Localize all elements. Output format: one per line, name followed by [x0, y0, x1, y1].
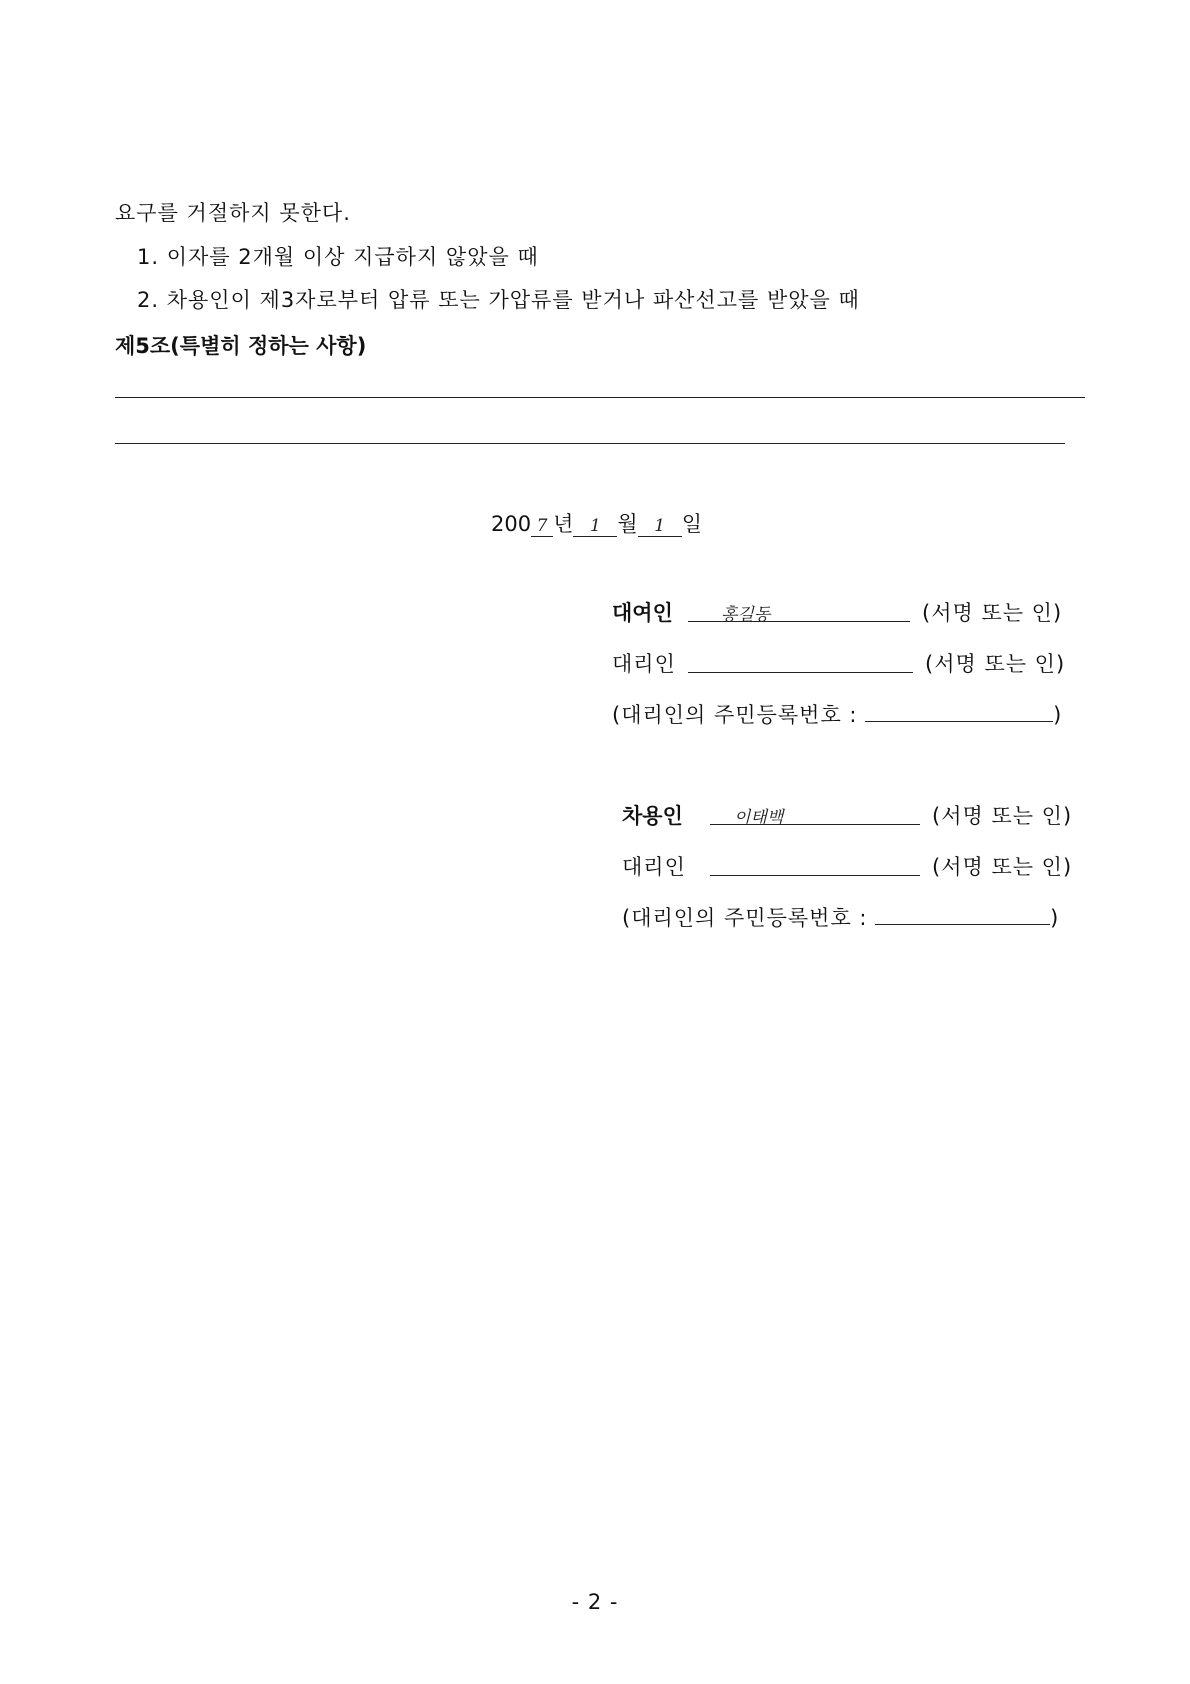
special-terms-line-2: [115, 443, 1065, 444]
date-year-label: 년: [553, 512, 574, 536]
lender-agent-id-suffix: ): [1053, 703, 1063, 727]
borrower-agent-id-line: [875, 902, 1050, 925]
special-terms-line-1: [115, 397, 1085, 398]
borrower-agent-id-suffix: ): [1050, 906, 1060, 930]
lender-agent-sign-suffix: (서명 또는 인): [925, 652, 1066, 676]
lender-agent-id: [612, 699, 1062, 729]
lender-agent-line: [688, 648, 913, 673]
date-month-label: 월: [617, 512, 638, 536]
page-number: - 2 -: [571, 1590, 619, 1614]
lender-signature: 홍길동: [721, 605, 771, 625]
lender-agent-label: 대리인: [612, 652, 676, 676]
borrower-agent-id-prefix: (대리인의 주민등록번호 :: [622, 906, 868, 930]
contract-date: [491, 508, 702, 538]
date-month-value: 1: [573, 516, 617, 537]
lender-label: 대여인: [612, 601, 673, 625]
date-day-label: 일: [681, 512, 702, 536]
borrower-agent-sign-suffix: (서명 또는 인): [932, 855, 1073, 879]
clause-item-1: 1. 이자를 2개월 이상 지급하지 않았을 때: [137, 245, 539, 269]
date-day-value: 1: [638, 516, 682, 537]
lender-agent-id-prefix: (대리인의 주민등록번호 :: [612, 703, 858, 727]
borrower-agent-id: [622, 902, 1059, 932]
lender-signature-line: [688, 597, 910, 625]
borrower-agent-label: 대리인: [622, 855, 686, 879]
lender-sign-suffix: (서명 또는 인): [922, 601, 1063, 625]
borrower-label: 차용인: [622, 804, 683, 828]
borrower-agent-line: [710, 851, 920, 876]
date-year-digit: 7: [531, 516, 553, 537]
article5-heading: 제5조(특별히 정하는 사항): [115, 334, 367, 358]
borrower-signature: 이태백: [734, 808, 784, 828]
clause-item-2: 2. 차용인이 제3자로부터 압류 또는 가압류를 받거나 파산선고를 받았을 때: [137, 288, 860, 312]
lender-agent-id-line: [865, 699, 1053, 722]
clause-continuation-text: 요구를 거절하지 못한다.: [115, 201, 351, 225]
date-year-prefix: 200: [491, 512, 532, 536]
borrower-signature-line: [710, 800, 920, 828]
borrower-sign-suffix: (서명 또는 인): [932, 804, 1073, 828]
